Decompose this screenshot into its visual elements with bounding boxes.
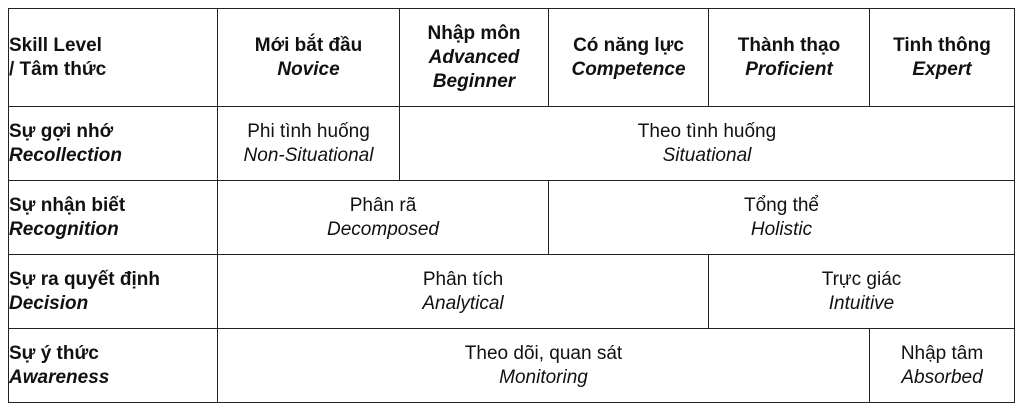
row-label-vi: Sự ra quyết định — [9, 268, 160, 290]
cell-text-en: Decomposed — [327, 218, 439, 240]
level-header-proficient — [709, 9, 870, 107]
row-label-en: Decision — [9, 292, 89, 314]
corner-label-vi: / Tâm thức — [9, 58, 107, 80]
level-name-en: Expert — [912, 58, 972, 80]
row-decision — [9, 255, 1015, 329]
row-label-en: Recognition — [9, 218, 119, 240]
cell-text-en: Situational — [662, 144, 752, 166]
cell-absorbed — [870, 329, 1015, 403]
row-header-decision — [9, 255, 218, 329]
row-header-recognition — [9, 181, 218, 255]
corner-label-en: Skill Level — [9, 34, 102, 56]
corner-header — [9, 9, 218, 107]
cell-text-en: Intuitive — [828, 292, 895, 314]
level-name-en: Novice — [277, 58, 340, 80]
cell-holistic — [549, 181, 1015, 255]
level-header-competence — [549, 9, 709, 107]
level-header-novice — [218, 9, 400, 107]
row-label-vi: Sự nhận biết — [9, 194, 126, 216]
row-header-awareness — [9, 329, 218, 403]
cell-text-en: Analytical — [422, 292, 504, 314]
level-name-en: Competence — [571, 58, 686, 80]
row-label-en: Recollection — [9, 144, 122, 166]
cell-text-vi: Theo dõi, quan sát — [464, 342, 623, 364]
row-label-vi: Sự gợi nhớ — [9, 120, 114, 142]
level-name-en: Proficient — [745, 58, 833, 80]
cell-non-situational — [218, 107, 400, 181]
cell-monitoring — [218, 329, 870, 403]
row-label-vi: Sự ý thức — [9, 342, 99, 364]
cell-text-en: Non-Situational — [243, 144, 374, 166]
level-name-en-line2: Beginner — [432, 70, 516, 92]
cell-text-vi: Trực giác — [821, 268, 902, 290]
cell-analytical — [218, 255, 709, 329]
level-name-en: Advanced — [428, 46, 520, 68]
header-row — [9, 9, 1015, 107]
cell-situational — [400, 107, 1015, 181]
row-recollection — [9, 107, 1015, 181]
skill-levels-table — [8, 8, 1015, 403]
cell-text-vi: Tổng thể — [744, 194, 819, 216]
cell-intuitive — [709, 255, 1015, 329]
cell-text-en: Monitoring — [499, 366, 588, 388]
cell-text-en: Absorbed — [901, 366, 983, 388]
row-awareness — [9, 329, 1015, 403]
cell-text-en: Holistic — [750, 218, 813, 240]
level-name-vi: Thành thạo — [737, 34, 841, 56]
level-name-vi: Tinh thông — [893, 34, 991, 56]
row-recognition — [9, 181, 1015, 255]
cell-text-vi: Phân tích — [422, 268, 504, 290]
row-header-recollection — [9, 107, 218, 181]
cell-text-vi: Nhập tâm — [900, 342, 984, 364]
cell-decomposed — [218, 181, 549, 255]
level-header-advanced-beginner — [400, 9, 549, 107]
cell-text-vi: Phân rã — [349, 194, 417, 216]
level-name-vi: Có năng lực — [573, 34, 684, 56]
cell-text-vi: Theo tình huống — [637, 120, 777, 142]
level-name-vi: Nhập môn — [427, 22, 521, 44]
row-label-en: Awareness — [9, 366, 110, 388]
level-header-expert — [870, 9, 1015, 107]
cell-text-vi: Phi tình huống — [247, 120, 370, 142]
level-name-vi: Mới bắt đầu — [254, 34, 363, 56]
